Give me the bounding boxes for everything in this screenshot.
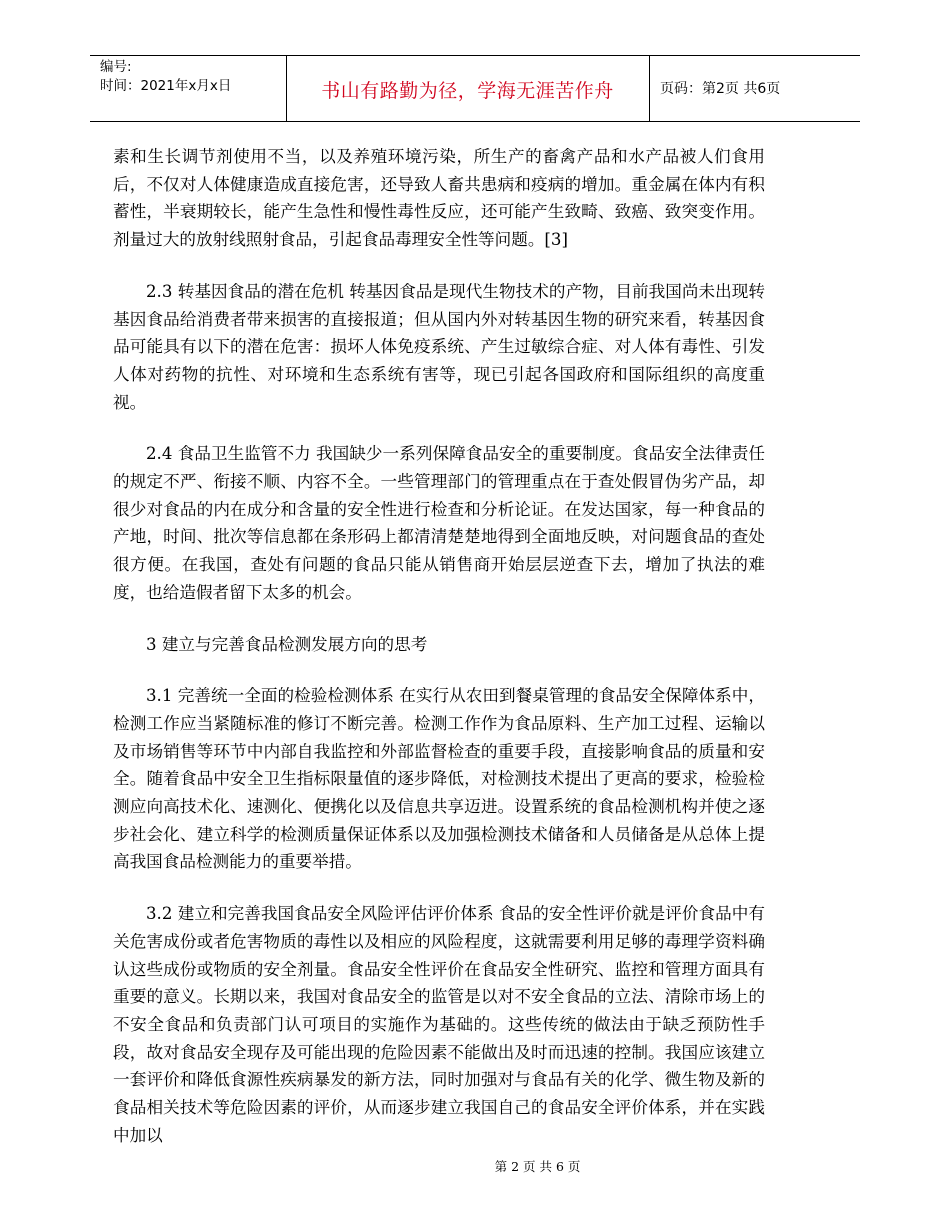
paragraph-3-1: 3.1 完善统一全面的检验检测体系 在实行从农田到餐桌管理的食品安全保障体系中，检测工作应当紧随标准的修订不断完善。检测工作作为食品原料、生产加工过程、运输以及市场销售等环节中内部自我监控和外部监督检查的重要手段，直接影响食品的质量和安全。随着食品中安全卫生指标限量值的逐步降低，对检测技术提出了更高的要求，检验检测应向高技术化、速测化、便携化以及信息共享迈进。设置系统的食品检测机构并使之逐步社会化、建立科学的检测质量保证体系以及加强检测技术储备和人员储备是从总体上提高我国食品检测能力的重要举措。 [113, 686, 765, 872]
header-top-rule [90, 55, 860, 56]
header-meta [100, 58, 231, 96]
header-time-label: 时间：2021年x月x日 [100, 78, 232, 94]
header-divider-right [649, 55, 650, 121]
paragraph-3-2: 3.2 建立和完善我国食品安全风险评估评价体系 食品的安全性评价就是评价食品中有关危害成份或者危害物质的毒性以及相应的风险程度，这就需要利用足够的毒理学资料确认这些成份或物质的安全剂量。食品安全性评价在食品安全性研究、监控和管理方面具有重要的意义。长期以来，我国对食品安全的监管是以对不安全食品的立法、清除市场上的不安全食品和负责部门认可项目的实施作为基础的。这些传统的做法由于缺乏预防性手段，故对食品安全现存及可能出现的危险因素不能做出及时而迅速的控制。我国应该建立一套评价和降低食源性疾病暴发的新方法，同时加强对与食品有关的化学、微生物及新的食品相关技术等危险因素的评价，从而逐步建立我国自己的食品安全评价体系，并在实践中加以 [113, 904, 765, 1145]
header-motto: 书山有路勤为径，学海无涯苦作舟 [321, 80, 614, 102]
header-bottom-rule [90, 121, 860, 122]
paragraph-2-4: 2.4 食品卫生监管不力 我国缺少一系列保障食品安全的重要制度。食品安全法律责任的规定不严、衔接不顺、内容不全。一些管理部门的管理重点在于查处假冒伪劣产品，却很少对食品的内在成分和含量的安全性进行检查和分析论证。在发达国家，每一种食品的产地，时间、批次等信息都在条形码上都清清楚楚地得到全面地反映，对问题食品的查处很方便。在我国，查处有问题的食品只能从销售商开始层层逆查下去，增加了执法的难度，也给造假者留下太多的机会。 [113, 444, 765, 602]
paragraph-continuation: 素和生长调节剂使用不当，以及养殖环境污染，所生产的畜禽产品和水产品被人们食用后，不仅对人体健康造成直接危害，还导致人畜共患病和疫病的增加。重金属在体内有积蓄性，半衰期较长，能产生急性和慢性毒性反应，还可能产生致畸、致癌、致突变作用。剂量过大的放射线照射食品，引起食品毒理安全性等问题。[3] [113, 147, 765, 250]
header-page-info: 页码：第2页 共6页 [660, 81, 781, 97]
document-body [113, 143, 765, 1174]
page-footer: 第 2 页 共 6 页 [494, 1159, 581, 1174]
header-number-label: 编号: [100, 59, 132, 75]
paragraph-2-3: 2.3 转基因食品的潜在危机 转基因食品是现代生物技术的产物，目前我国尚未出现转基因食品给消费者带来损害的直接报道；但从国内外对转基因生物的研究来看，转基因食品可能具有以下的潜在危害：损坏人体免疫系统、产生过敏综合症、对人体有毒性、引发人体对药物的抗性、对环境和生态系统有害等，现已引起各国政府和国际组织的高度重视。 [113, 281, 765, 412]
section-heading-3: 3 建立与完善食品检测发展方向的思考 [146, 634, 428, 654]
